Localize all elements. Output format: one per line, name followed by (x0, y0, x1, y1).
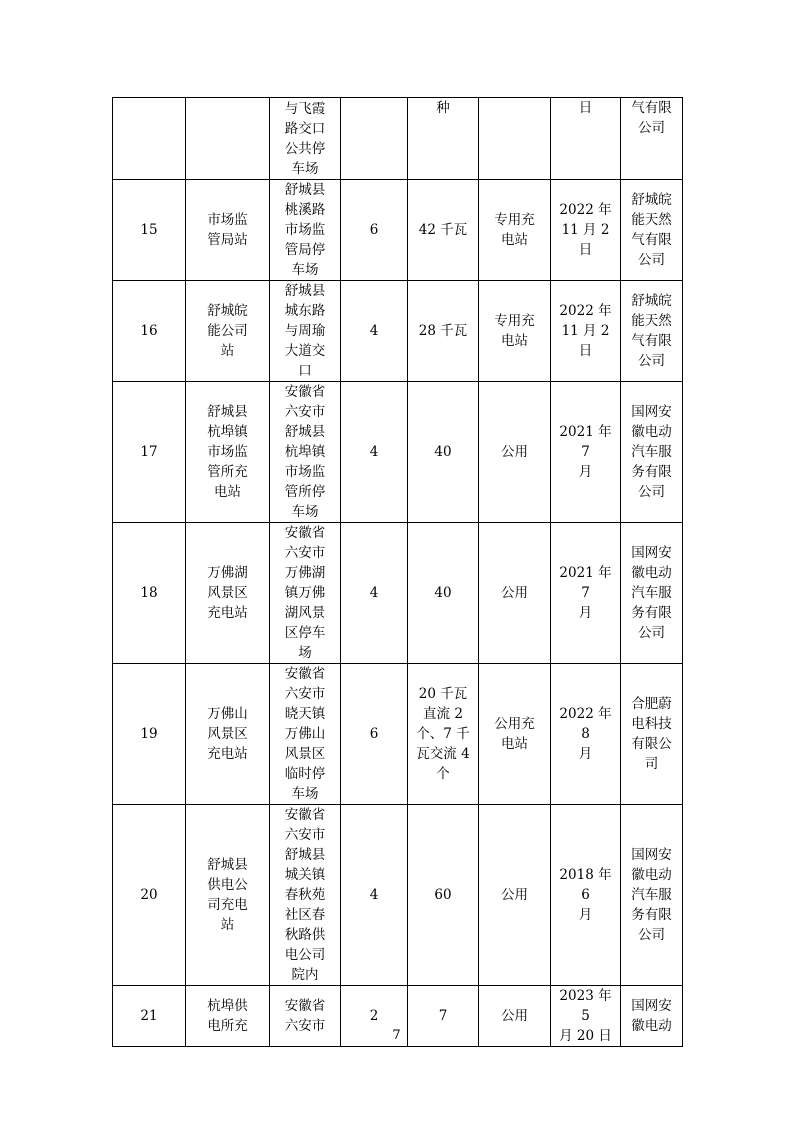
cell-address: 安徽省 六安市 万佛湖 镇万佛 湖风景 区停车 场 (270, 523, 341, 664)
cell-date: 2022 年 8 月 (551, 664, 621, 805)
cell-type: 专用充 电站 (479, 281, 551, 382)
page-number: 7 (392, 1028, 401, 1043)
cell-operator: 国网安 徽电动 汽车服 务有限 公司 (621, 523, 683, 664)
cell-count: 4 (341, 382, 408, 523)
cell-count: 4 (341, 523, 408, 664)
cell-power: 7 (408, 986, 479, 1047)
cell-name (186, 98, 270, 180)
cell-count: 6 (341, 180, 408, 281)
cell-operator: 国网安 徽电动 汽车服 务有限 公司 (621, 805, 683, 986)
cell-type (479, 98, 551, 180)
cell-name: 万佛湖 风景区 充电站 (186, 523, 270, 664)
cell-no: 15 (113, 180, 186, 281)
cell-type: 公用 (479, 523, 551, 664)
cell-name: 舒城县 供电公 司充电 站 (186, 805, 270, 986)
cell-power: 20 千瓦 直流 2 个、7 千 瓦交流 4 个 (408, 664, 479, 805)
cell-type: 公用充 电站 (479, 664, 551, 805)
cell-address: 安徽省 六安市 晓天镇 万佛山 风景区 临时停 车场 (270, 664, 341, 805)
cell-name: 市场监 管局站 (186, 180, 270, 281)
cell-count: 2 (341, 986, 408, 1047)
cell-address: 安徽省 六安市 舒城县 杭埠镇 市场监 管所停 车场 (270, 382, 341, 523)
cell-type: 公用 (479, 805, 551, 986)
cell-operator: 舒城皖 能天然 气有限 公司 (621, 180, 683, 281)
cell-name: 杭埠供 电所充 (186, 986, 270, 1047)
cell-no (113, 98, 186, 180)
cell-no: 18 (113, 523, 186, 664)
cell-count: 6 (341, 664, 408, 805)
cell-no: 20 (113, 805, 186, 986)
cell-operator: 国网安 徽电动 汽车服 务有限 公司 (621, 382, 683, 523)
cell-date: 2023 年 5 月 20 日 (551, 986, 621, 1047)
table-row (113, 523, 683, 664)
cell-no: 19 (113, 664, 186, 805)
cell-power: 28 千瓦 (408, 281, 479, 382)
cell-operator: 气有限 公司 (621, 98, 683, 180)
charging-station-table (112, 97, 683, 1047)
cell-name: 舒城皖 能公司 站 (186, 281, 270, 382)
cell-date: 2022 年 11 月 2 日 (551, 281, 621, 382)
cell-operator: 合肥蔚 电科技 有限公 司 (621, 664, 683, 805)
cell-address: 安徽省 六安市 舒城县 城关镇 春秋苑 社区春 秋路供 电公司 院内 (270, 805, 341, 986)
cell-type: 专用充 电站 (479, 180, 551, 281)
cell-power: 60 (408, 805, 479, 986)
cell-date: 2021 年 7 月 (551, 382, 621, 523)
cell-power: 40 (408, 382, 479, 523)
table-row (113, 98, 683, 180)
cell-no: 16 (113, 281, 186, 382)
cell-address: 舒城县 城东路 与周瑜 大道交 口 (270, 281, 341, 382)
cell-count: 4 (341, 805, 408, 986)
cell-count (341, 98, 408, 180)
cell-operator: 舒城皖 能天然 气有限 公司 (621, 281, 683, 382)
cell-name: 万佛山 风景区 充电站 (186, 664, 270, 805)
cell-type: 公用 (479, 382, 551, 523)
cell-no: 21 (113, 986, 186, 1047)
cell-type: 公用 (479, 986, 551, 1047)
table-row (113, 382, 683, 523)
cell-power: 42 千瓦 (408, 180, 479, 281)
cell-address: 舒城县 桃溪路 市场监 管局停 车场 (270, 180, 341, 281)
cell-count: 4 (341, 281, 408, 382)
cell-address: 与飞霞 路交口 公共停 车场 (270, 98, 341, 180)
cell-power: 40 (408, 523, 479, 664)
cell-date: 2018 年 6 月 (551, 805, 621, 986)
cell-operator: 国网安 徽电动 (621, 986, 683, 1047)
cell-no: 17 (113, 382, 186, 523)
cell-date: 日 (551, 98, 621, 180)
cell-address: 安徽省 六安市 (270, 986, 341, 1047)
table-row (113, 180, 683, 281)
table-row (113, 805, 683, 986)
cell-date: 2021 年 7 月 (551, 523, 621, 664)
table-row (113, 281, 683, 382)
cell-power: 种 (408, 98, 479, 180)
cell-name: 舒城县 杭埠镇 市场监 管所充 电站 (186, 382, 270, 523)
cell-date: 2022 年 11 月 2 日 (551, 180, 621, 281)
table-row (113, 664, 683, 805)
